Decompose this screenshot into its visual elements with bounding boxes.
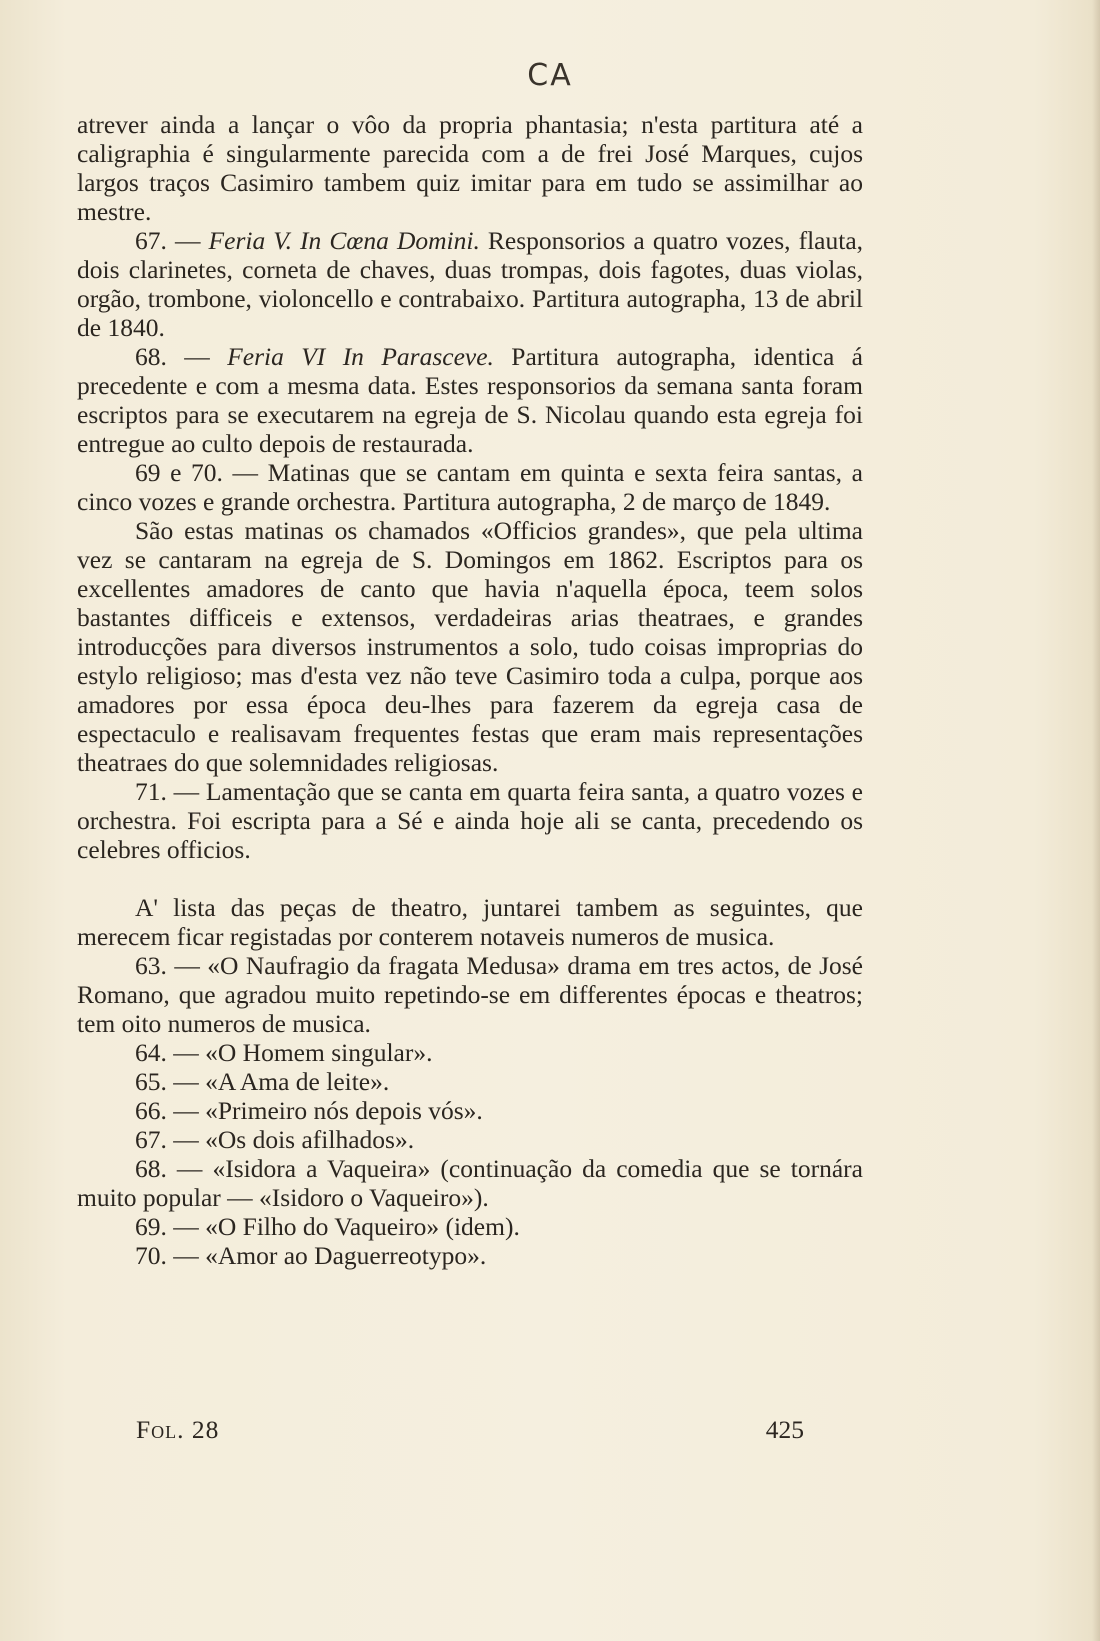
text-run: atrever ainda a lançar o vôo da propria phantasia; n'esta partitura até a caligraphia é singularmente parecida com a de frei José Marques, cujos largos traços Casimiro tambem quiz imitar para em tudo se assimilhar ao mestre.: [77, 110, 863, 226]
signature-mark: Fol. 28: [136, 1415, 220, 1444]
text-run: Partitura autographa, identica á precedente e com a mesma data. Estes responsorios da semana santa foram escriptos para se executarem na egreja de S. Nicolau quando esta egreja foi entregue ao culto depois de restaurada.: [77, 342, 863, 458]
paragraph: [77, 1038, 863, 1067]
paragraph: [77, 951, 863, 1038]
text-run: 65. — «A Ama de leite».: [135, 1067, 390, 1096]
page-edge-shadow: [1092, 0, 1100, 1641]
text-run: 68. —: [135, 342, 228, 371]
page-number: 425: [765, 1415, 804, 1444]
paragraph: [77, 893, 863, 951]
running-head: CA: [527, 58, 573, 93]
paragraph: [77, 1096, 863, 1125]
paragraph: [77, 777, 863, 864]
paragraph: [77, 342, 863, 458]
paragraph: [77, 458, 863, 516]
text-run: 64. — «O Homem singular».: [135, 1038, 433, 1067]
paragraph: [77, 1154, 863, 1212]
text-run: A' lista das peças de theatro, juntarei tambem as seguintes, que merecem ficar registadas por conterem notaveis numeros de musica.: [77, 893, 863, 951]
text-run: 70. — «Amor ao Daguerreotypo».: [135, 1241, 487, 1270]
text-run: São estas matinas os chamados «Officios grandes», que pela ultima vez se cantaram na egreja de S. Domingos em 1862. Escriptos para os excellentes amadores de canto que havia n'aquella época, teem solos bastantes difficeis e extensos, verdadeiras arias theatraes, e grandes introducções para diversos instrumentos a solo, tudo coisas improprias do estylo religioso; mas d'esta vez não teve Casimiro toda a culpa, porque aos amadores por essa época deu-lhes para fazerem da egreja casa de espectaculo e realisavam frequentes festas que eram mais representações theatraes do que solemnidades religiosas.: [77, 516, 863, 777]
italic-title: Feria VI In Parasceve.: [227, 342, 494, 371]
text-run: 71. — Lamentação que se canta em quarta feira santa, a quatro vozes e orchestra. Foi escripta para a Sé e ainda hoje ali se canta, precedendo os celebres officios.: [77, 777, 863, 864]
italic-title: Feria V. In Cœna Domini.: [208, 226, 480, 255]
paragraph: [77, 110, 863, 226]
text-run: 67. — «Os dois afilhados».: [135, 1125, 415, 1154]
paragraph: [77, 516, 863, 777]
paragraph: [77, 1067, 863, 1096]
paragraph: [77, 226, 863, 342]
text-run: 68. — «Isidora a Vaqueira» (continuação da comedia que se tornára muito popular — «Isidoro o Vaqueiro»).: [77, 1154, 863, 1212]
text-run: 69 e 70. — Matinas que se cantam em quinta e sexta feira santas, a cinco vozes e grande orchestra. Partitura autographa, 2 de março de 1849.: [77, 458, 863, 516]
text-run: 69. — «O Filho do Vaqueiro» (idem).: [135, 1212, 520, 1241]
text-run: 67. —: [135, 226, 209, 255]
paragraph: [77, 1125, 863, 1154]
page-footer: [136, 1415, 804, 1447]
paragraph: [77, 1212, 863, 1241]
text-run: 66. — «Primeiro nós depois vós».: [135, 1096, 483, 1125]
body-text: [77, 110, 863, 1270]
text-run: Responsorios a quatro vozes, flauta, dois clarinetes, corneta de chaves, duas trompas, dois fagotes, duas violas, orgão, trombone, violoncello e contrabaixo. Partitura autographa, 13 de abril de 1840.: [77, 226, 864, 342]
paragraph: [77, 1241, 863, 1270]
section-gap: [77, 864, 863, 893]
text-run: 63. — «O Naufragio da fragata Medusa» drama em tres actos, de José Romano, que agradou muito repetindo-se em differentes épocas e theatros; tem oito numeros de musica.: [77, 951, 863, 1038]
